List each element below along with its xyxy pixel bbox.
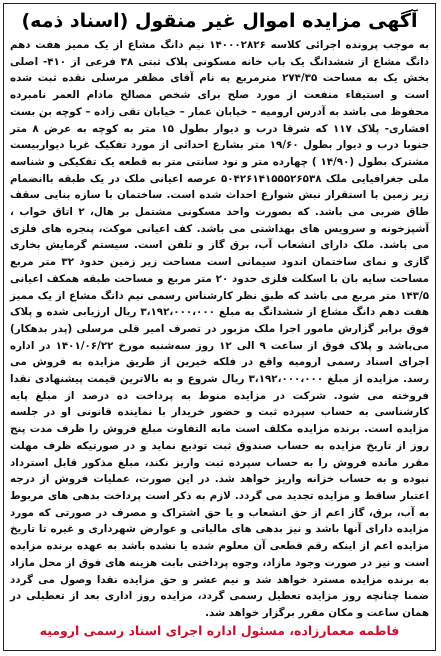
notice-body: به موجب پرونده اجرائی کلاسه ۱۴۰۰۰۲۸۲۶ نیم دانگ مشاع از یک ممیز هفت دهم دانگ مشاع از ششدانگ یک باب خانه مسکونی پلاک ثبتی ۳۸ فرعی از ۴۱۰- اصلی بخش یک به مساحت ۲۷۴/۳۵ مترمربع به نام آقای مظفر مرسلی نقده ثبت شده است و استیفاء منفعت از مورد صلح برای شخص مصالح مادام العمر نامبرده محفوظ می باشد به آدرس ارومیه – خیابان عمار – خیابان تقی زاده – کوچه بن بست افشاری- پلاک ۱۱۷ که شرقا درب و دیوار بطول ۱۵ متر به کوچه به عرض ۸ متر جنوبا درب و دیوار بطول ۱۹/۶۰ متر بشارع احداثی از مورد تفکیک غربا دیواربیست مشترک بطول (۱۴/۹۰ ) چهارده متر و نود سانتی متر به قطعه یک تفکیکی و شناسه ملی جغرافیایی ملک ۵۰۴۲۶۱۴۱۵۵۵۲۶۵۳۸ عرصه اعیانی ملک در یک طبقه باانضمام زیر زمین با استقرار نبش شوارع احداث شده است. ساختمان با سازه بنایی سقف طاق ضربی می باشد. که بصورت واحد مسکونی مشتمل بر هال، ۲ اتاق خواب ، آشپزخونه و سرویس های بهداشتی می باشد. کف اعیانی موکت، پنجره های فلزی می باشد. ملک دارای انشعاب آب، برق گاز و تلفن است. سیستم گرمایش بخاری گازی و نمای ساختمان اندود سیمانی است مساحت زیر زمین حدود ۳۲ متر مربع مساحت سایه بان با اسکلت فلزی حدود ۲۰ متر مربع و مساحت طبقه همکف اعیانی ۱۴۳/۵ متر مربع می باشد که طبق نظر کارشناس رسمی نیم دانگ مشاع از یک ممیز هفت دهم دانگ مشاع از ششدانگ به مبلغ ۳،۱۹۲،۰۰۰،۰۰۰ ریال ارزیابی شده و پلاک فوق برابر گزارش مامور اجرا ملک مزبور در تصرف امیر قلی مرسلی (پدر بدهکار) می‌باشد و پلاک فوق از ساعت ۹ الی ۱۲ روز سه‌شنبه مورخ ۱۴۰۱/۰۶/۲۲ در اداره اجرای اسناد رسمی ارومیه واقع در فلکه خیرین از طریق مزایده به فروش می رسد. مزایده از مبلغ ۳،۱۹۲،۰۰۰،۰۰۰ ریال شروع و به بالاترین قیمت پیشنهادی نقدا فروخته می شود. شرکت در مزایده منوط به پرداخت ده درصد از مبلغ پایه کارشناسی به حساب سپرده ثبت و حضور خریدار با نماینده قانونی او در جلسه مزایده است. برنده مزایده مکلف است مابه التفاوت مبلغ فروش را ظرف مدت پنج روز از تاریخ مزایده به حساب صندوق ثبت تودیع نماید و در صورتیکه ظرف مهلت مقرر مانده فروش را به حساب سپرده ثبت واریز نکند، مبلغ مذکور قابل استرداد نبوده و به حساب خزانه واریز خواهد شد. در این صورت، عملیات فروش از درجه اعتبار ساقط و مزایده تجدید می گردد. لازم به ذکر است پرداخت بدهی های مربوط به آب، برق، گاز اعم از حق انشعاب و یا حق اشتراک و مصرف در صورتی که مورد مزایده دارای آنها باشد و نیز بدهی های مالیاتی و عوارض شهرداری و غیره تا تاریخ مزایده اعم از اینکه رقم قطعی آن معلوم شده یا نشده باشد به عهده برنده مزایده است و نیز در صورت وجود مازاد، وجوه پرداختی بابت هزینه های فوق از محل مازاد به برنده مزایده مسترد خواهد شد و نیم عشر و حق مزایده نقدا وصول می گردد ضمنا چنانچه روز مزایده تعطیل رسمی گردد، مزایده روز اداری بعد از تعطیلی در همان ساعت و مکان مقرر برگزار خواهد شد. — [10, 39, 430, 619]
auction-notice — [3, 3, 436, 651]
notice-title: آگهی مزایده اموال غیر منقول (اسناد ذمه) — [21, 10, 418, 32]
notice-signature: فاطمه معمارزاده، مسئول اداره اجرای اسناد رسمی ارومیه — [39, 623, 400, 638]
